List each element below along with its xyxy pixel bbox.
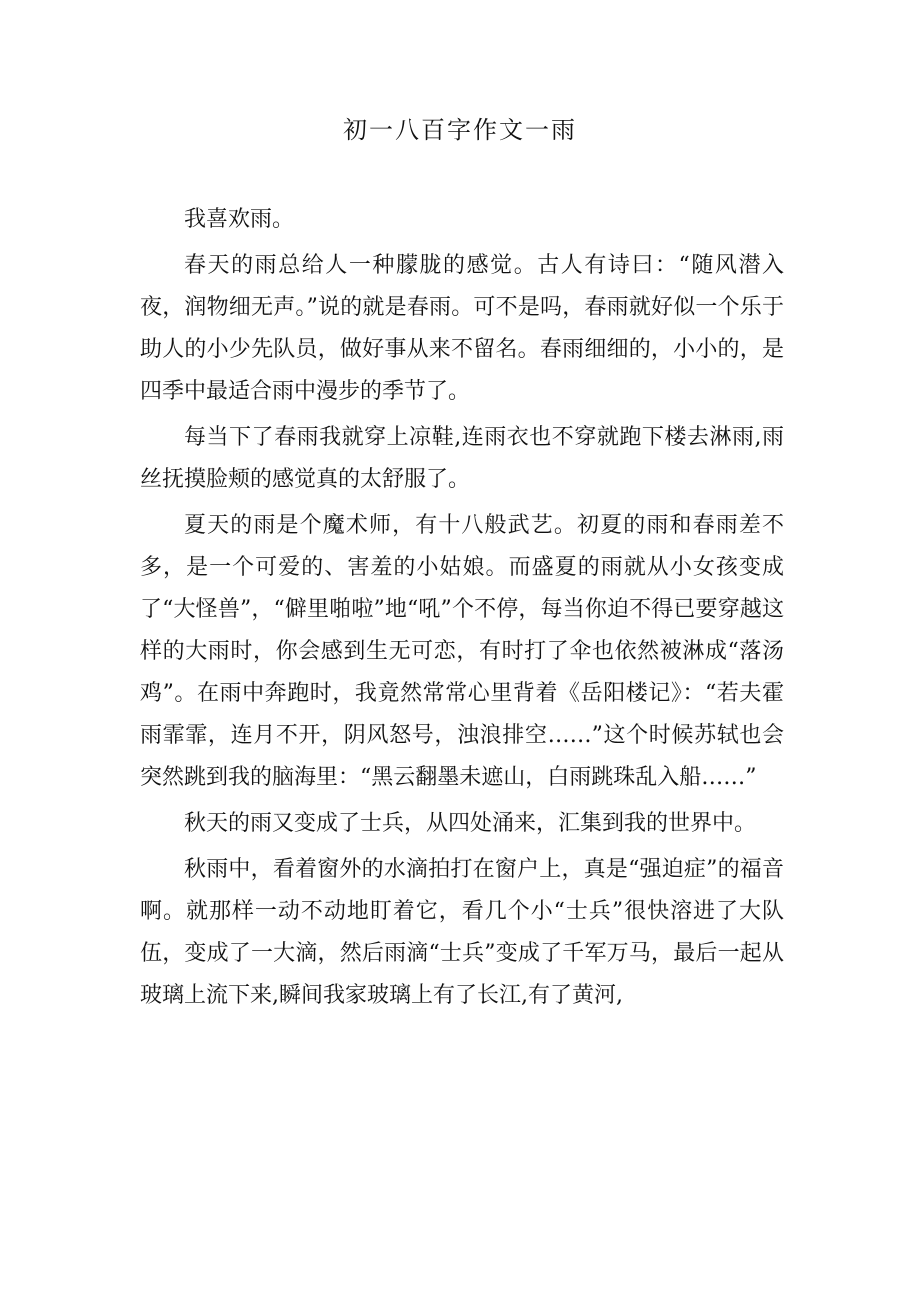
paragraph-spring-walk: 每当下了春雨我就穿上凉鞋,连雨衣也不穿就跑下楼去淋雨,雨丝抚摸脸颊的感觉真的太舒服了。 xyxy=(140,425,784,492)
paragraph-intro: 我喜欢雨。 xyxy=(184,207,295,232)
paragraph-autumn-window: 秋雨中，看着窗外的水滴拍打在窗户上，真是“强迫症”的福音啊。就那样一动不动地盯着它，看几个小“士兵”很快溶进了大队伍，变成了一大滴，然后雨滴“士兵”变成了千军万马，最后一起从玻璃上流下来,瞬间我家玻璃上有了长江,有了黄河, xyxy=(140,857,784,1008)
document-title: 初一八百字作文一雨 xyxy=(343,116,577,144)
paragraph-autumn-rain: 秋天的雨又变成了士兵，从四处涌来，汇集到我的世界中。 xyxy=(184,811,757,836)
document-body xyxy=(140,199,784,1017)
paragraph-spring-rain: 春天的雨总给人一种朦胧的感觉。古人有诗曰：“随风潜入夜，润物细无声。”说的就是春雨。可不是吗，春雨就好似一个乐于助人的小少先队员，做好事从来不留名。春雨细细的，小小的，是四季中最适合雨中漫步的季节了。 xyxy=(140,253,784,404)
paragraph-summer-rain: 夏天的雨是个魔术师，有十八般武艺。初夏的雨和春雨差不多，是一个可爱的、害羞的小姑娘。而盛夏的雨就从小女孩变成了“大怪兽”，“僻里啪啦”地“吼”个不停，每当你迫不得已要穿越这样的大雨时，你会感到生无可恋，有时打了伞也依然被淋成“落汤鸡”。在雨中奔跑时，我竟然常常心里背着《岳阳楼记》：“若夫霍雨霏霏，连月不开，阴风怒号，浊浪排空……”这个时候苏轼也会突然跳到我的脑海里：“黑云翻墨未遮山，白雨跳珠乱入船……” xyxy=(140,513,784,790)
